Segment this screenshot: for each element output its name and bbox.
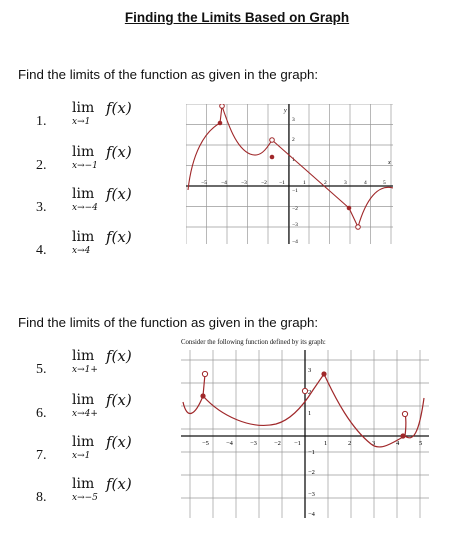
problem-2 — [36, 144, 176, 184]
y-tick-label: −3 — [292, 222, 298, 228]
open-point — [402, 411, 407, 416]
instruction-2: Find the limits of the function as given in the graph: — [18, 315, 319, 330]
closed-point — [270, 155, 275, 160]
x-axis-label: x — [388, 160, 391, 166]
lim-subscript: x→4 — [72, 246, 91, 256]
problem-5 — [36, 348, 176, 388]
instruction-1: Find the limits of the function as given in the graph: — [18, 67, 319, 82]
x-tick-label: 2 — [348, 440, 352, 447]
lim-word: lim — [72, 476, 95, 492]
lim-subscript: x→1 — [72, 117, 91, 127]
y-tick-label: −3 — [308, 491, 315, 498]
problem-3 — [36, 186, 176, 226]
lim-word: lim — [72, 392, 95, 408]
y-tick-label: −1 — [292, 188, 298, 194]
problem-number: 5. — [36, 362, 47, 377]
graph-2 — [181, 350, 429, 518]
lim-subscript: x→4+ — [72, 409, 98, 419]
lim-word: lim — [72, 229, 95, 245]
x-tick-labels — [202, 440, 422, 447]
x-tick-label: 2 — [324, 180, 327, 186]
problem-number: 3. — [36, 200, 47, 215]
x-tick-label: 3 — [344, 180, 347, 186]
function-expr: f(x) — [106, 99, 132, 117]
graph-caption: Consider the following function defined by its graph: — [181, 339, 326, 346]
function-expr: f(x) — [106, 433, 132, 451]
lim-subscript: x→1 — [72, 451, 91, 461]
x-tick-label: −3 — [241, 180, 247, 186]
lim-subscript: x→−1 — [72, 161, 98, 171]
y-axis-label: y — [284, 108, 287, 114]
x-tick-label: −5 — [201, 180, 207, 186]
x-tick-label: −4 — [226, 440, 233, 447]
open-point — [270, 138, 275, 143]
x-tick-label: 1 — [324, 440, 328, 447]
closed-point — [321, 371, 326, 376]
x-tick-label: −2 — [274, 440, 281, 447]
function-expr: f(x) — [106, 475, 132, 493]
lim-subscript: x→1+ — [72, 365, 98, 375]
lim-word: lim — [72, 186, 95, 202]
open-point — [302, 388, 307, 393]
problem-number: 7. — [36, 448, 47, 463]
function-expr: f(x) — [106, 143, 132, 161]
y-tick-label: −1 — [308, 449, 315, 456]
problem-number: 6. — [36, 406, 47, 421]
y-tick-label: 1 — [292, 157, 295, 163]
y-tick-labels — [292, 117, 298, 244]
open-point — [220, 104, 225, 108]
open-point — [202, 371, 207, 376]
problem-number: 4. — [36, 243, 47, 258]
y-tick-label: −2 — [308, 469, 315, 476]
lim-subscript: x→−4 — [72, 203, 98, 213]
y-tick-label: 2 — [292, 137, 295, 143]
y-tick-label: 1 — [308, 410, 312, 417]
y-tick-label: 2 — [308, 389, 312, 396]
graph-points — [200, 371, 407, 438]
lim-word: lim — [72, 434, 95, 450]
function-expr: f(x) — [106, 185, 132, 203]
closed-point — [200, 393, 205, 398]
closed-point — [400, 433, 405, 438]
x-tick-label: 1 — [303, 180, 306, 186]
x-tick-label: 4 — [396, 440, 400, 447]
y-tick-label: −2 — [292, 206, 298, 212]
problem-number: 8. — [36, 490, 47, 505]
function-expr: f(x) — [106, 228, 132, 246]
lim-word: lim — [72, 100, 95, 116]
closed-point — [347, 206, 352, 211]
problem-1 — [36, 100, 176, 140]
y-tick-label: 3 — [292, 117, 295, 123]
x-tick-label: −5 — [202, 440, 209, 447]
lim-subscript: x→−5 — [72, 493, 98, 503]
lim-word: lim — [72, 144, 95, 160]
open-point — [356, 225, 361, 230]
y-tick-label: −4 — [308, 511, 315, 518]
x-tick-label: −3 — [250, 440, 257, 447]
x-tick-label: −4 — [221, 180, 227, 186]
y-tick-labels — [308, 367, 316, 518]
closed-point — [218, 121, 223, 126]
problem-7 — [36, 434, 176, 474]
problem-number: 2. — [36, 158, 47, 173]
problem-6 — [36, 392, 176, 432]
graph-1 — [186, 104, 393, 244]
lim-word: lim — [72, 348, 95, 364]
x-tick-label: 5 — [419, 440, 423, 447]
x-tick-label: 5 — [383, 180, 386, 186]
y-tick-label: 3 — [308, 367, 312, 374]
problem-4 — [36, 229, 176, 269]
x-tick-label: −2 — [261, 180, 267, 186]
problem-8 — [36, 476, 176, 516]
x-tick-label: −1 — [294, 440, 301, 447]
worksheet-title: Finding the Limits Based on Graph — [124, 10, 350, 25]
x-tick-label: 4 — [364, 180, 367, 186]
problem-number: 1. — [36, 114, 47, 129]
y-tick-label: −4 — [292, 239, 298, 244]
function-expr: f(x) — [106, 391, 132, 409]
x-tick-label: −1 — [279, 180, 285, 186]
x-tick-label: 3 — [372, 440, 376, 447]
x-tick-labels — [201, 180, 386, 186]
function-expr: f(x) — [106, 347, 132, 365]
